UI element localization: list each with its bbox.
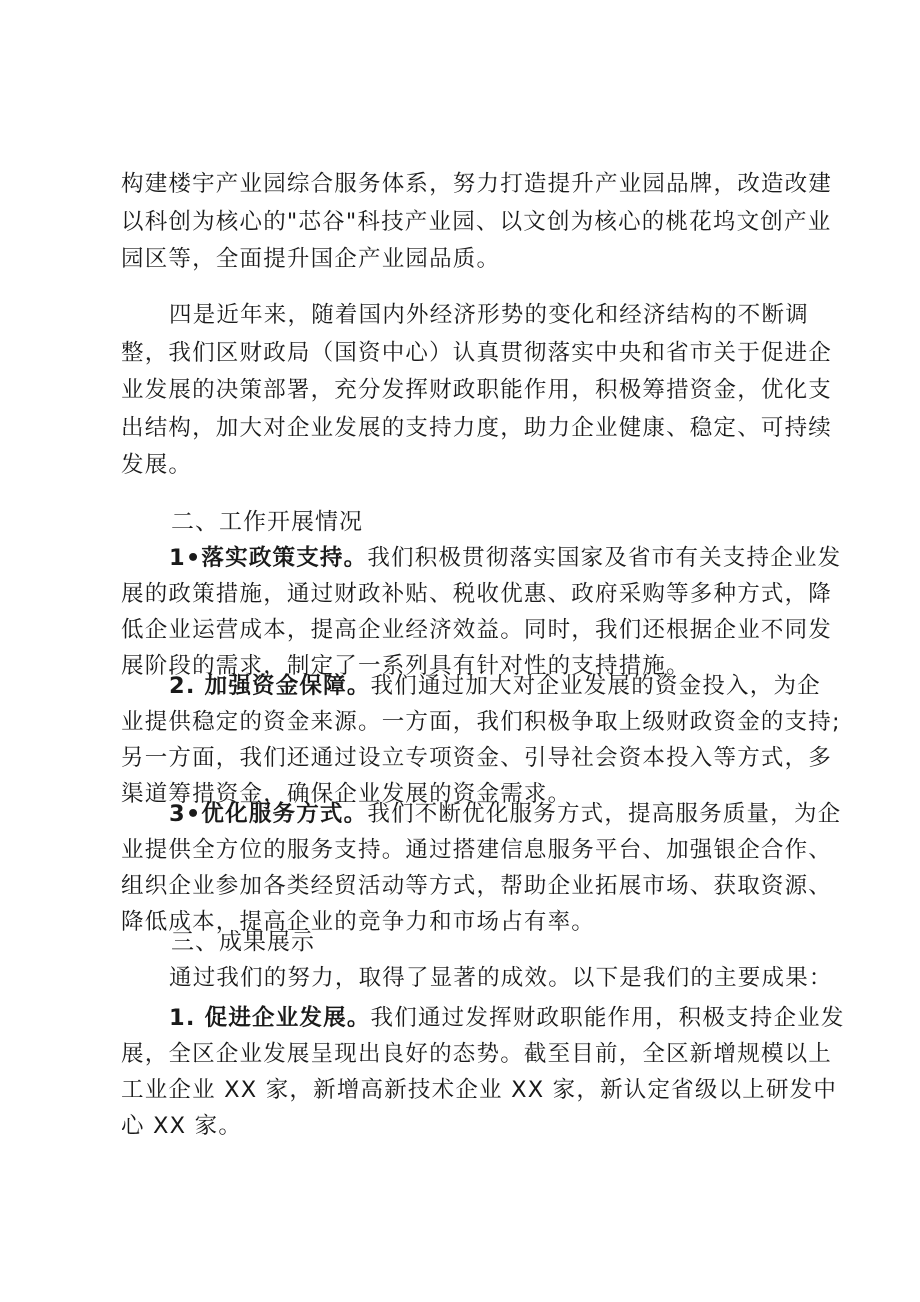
item-text: 我们不断优化服务方式，提高服务质量，为企 xyxy=(367,801,842,827)
paragraph-policy-support xyxy=(121,540,842,684)
paragraph-point-four xyxy=(121,297,833,485)
text-line xyxy=(121,1000,845,1036)
text-line: 展，全区企业发展呈现出良好的态势。截至目前，全区新增规模以上 xyxy=(121,1041,833,1067)
text-line: 低企业运营成本，提高企业经济效益。同时，我们还根据企业不同发 xyxy=(121,617,833,643)
text-line xyxy=(121,796,842,832)
text-line: 展的政策措施，通过财政补贴、税收优惠、政府采购等多种方式，降 xyxy=(121,581,833,607)
item-lead: 3•优化服务方式。 xyxy=(169,801,368,827)
text-line: 工业企业 XX 家，新增高新技术企业 XX 家，新认定省级以上研发中 xyxy=(121,1077,838,1103)
text-line xyxy=(121,540,842,576)
text-line: 业提供全方位的服务支持。通过搭建信息服务平台、加强银企合作、 xyxy=(121,837,833,863)
item-text: 我们积极贯彻落实国家及省市有关支持企业发 xyxy=(367,545,842,571)
paragraph-service-optimization xyxy=(121,796,842,940)
text-line: 出结构，加大对企业发展的支持力度，助力企业健康、稳定、可持续 xyxy=(121,414,833,441)
paragraph-enterprise-development xyxy=(121,1000,845,1144)
text-line: 降低成本，提高企业的竞争力和市场占有率。 xyxy=(121,909,596,935)
text-line: 通过我们的努力，取得了显著的成效。以下是我们的主要成果： xyxy=(169,965,833,991)
text-line: 展阶段的需求，制定了一系列具有针对性的支持措施。 xyxy=(121,653,690,679)
item-lead: 1•落实政策支持。 xyxy=(169,545,368,571)
item-lead: 1. 促进企业发展。 xyxy=(169,1005,371,1031)
text-line: 整，我们区财政局（国资中心）认真贯彻落实中央和省市关于促进企 xyxy=(121,339,833,366)
text-line: 构建楼宇产业园综合服务体系，努力打造提升产业园品牌，改造改建 xyxy=(121,171,833,197)
text-line: 发展。 xyxy=(121,452,193,478)
paragraph-results-intro xyxy=(121,960,833,996)
text-line: 以科创为核心的"芯谷"科技产业园、以文创为核心的桃花坞文创产业 xyxy=(121,208,832,235)
text-line: 园区等，全面提升国企产业园品质。 xyxy=(121,246,501,272)
paragraph-funding-guarantee xyxy=(121,668,841,812)
section-heading-work: 二、工作开展情况 xyxy=(171,509,363,535)
text-line: 四是近年来，随着国内外经济形势的变化和经济结构的不断调 xyxy=(169,302,809,328)
text-line xyxy=(121,668,821,704)
item-lead: 2. 加强资金保障。 xyxy=(169,673,371,699)
text-line: 业发展的决策部署，充分发挥财政职能作用，积极筹措资金，优化支 xyxy=(121,377,833,403)
text-line: 心 XX 家。 xyxy=(121,1113,243,1139)
text-line: 组织企业参加各类经贸活动等方式，帮助企业拓展市场、获取资源、 xyxy=(121,873,833,899)
text-line: 渠道筹措资金，确保企业发展的资金需求。 xyxy=(121,781,572,807)
text-line: 另一方面，我们还通过设立专项资金、引导社会资本投入等方式，多 xyxy=(121,745,833,771)
item-text: 我们通过发挥财政职能作用，积极支持企业发 xyxy=(370,1005,845,1031)
text-line: 业提供稳定的资金来源。一方面，我们积极争取上级财政资金的支持; xyxy=(121,709,841,735)
section-heading-results: 三、成果展示 xyxy=(171,929,315,955)
paragraph-intro-tail xyxy=(121,166,833,279)
item-text: 我们通过加大对企业发展的资金投入，为企 xyxy=(370,673,821,699)
